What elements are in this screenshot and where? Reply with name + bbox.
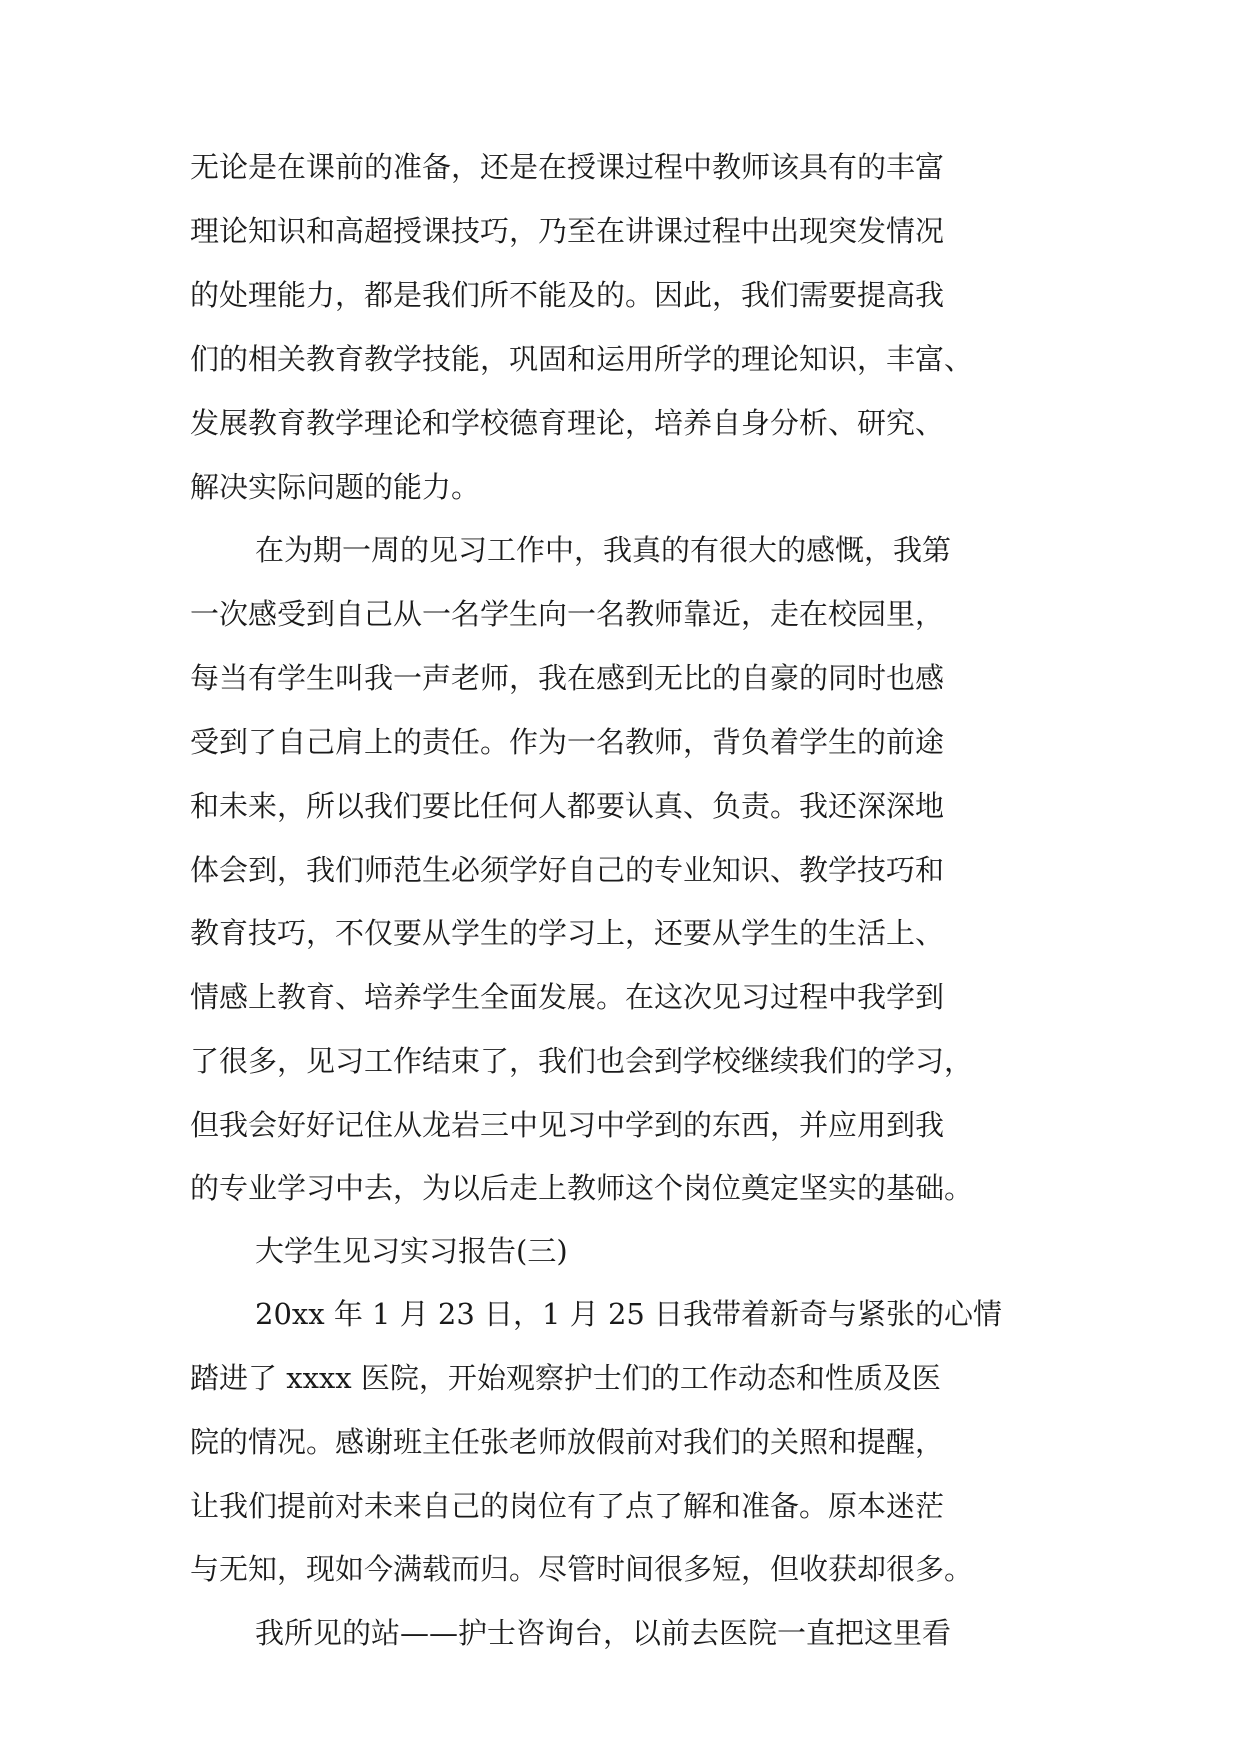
- paragraph-line: 一次感受到自己从一名学生向一名教师靠近，走在校园里，: [190, 597, 945, 631]
- paragraph-line: 但我会好好记住从龙岩三中见习中学到的东西，并应用到我: [190, 1108, 945, 1142]
- paragraph-line: 教育技巧，不仅要从学生的学习上，还要从学生的生活上、: [190, 916, 945, 950]
- paragraph-line: 理论知识和高超授课技巧，乃至在讲课过程中出现突发情况: [190, 214, 945, 248]
- paragraph-line: 与无知，现如今满载而归。尽管时间很多短，但收获却很多。: [190, 1552, 974, 1586]
- paragraph-line: 体会到，我们师范生必须学好自己的专业知识、教学技巧和: [190, 853, 945, 887]
- paragraph-line: 每当有学生叫我一声老师，我在感到无比的自豪的同时也感: [190, 661, 945, 695]
- paragraph-line: 发展教育教学理论和学校德育理论，培养自身分析、研究、: [190, 406, 945, 440]
- paragraph-line: 的处理能力，都是我们所不能及的。因此，我们需要提高我: [190, 278, 945, 312]
- paragraph-line: 和未来，所以我们要比任何人都要认真、负责。我还深深地: [190, 789, 945, 823]
- paragraph-line: 院的情况。感谢班主任张老师放假前对我们的关照和提醒，: [190, 1425, 945, 1459]
- paragraph-line: 踏进了 xxxx 医院，开始观察护士们的工作动态和性质及医: [190, 1361, 941, 1395]
- paragraph-line: 了很多，见习工作结束了，我们也会到学校继续我们的学习，: [190, 1044, 974, 1078]
- section-heading: 大学生见习实习报告(三): [255, 1234, 568, 1268]
- paragraph-line: 受到了自己肩上的责任。作为一名教师，背负着学生的前途: [190, 725, 945, 759]
- paragraph-line: 我所见的站——护士咨询台，以前去医院一直把这里看: [255, 1616, 952, 1650]
- paragraph-line: 让我们提前对未来自己的岗位有了点了解和准备。原本迷茫: [190, 1489, 945, 1523]
- paragraph-line: 在为期一周的见习工作中，我真的有很大的感慨，我第: [255, 533, 952, 567]
- paragraph-line: 情感上教育、培养学生全面发展。在这次见习过程中我学到: [190, 980, 945, 1014]
- paragraph-line: 的专业学习中去，为以后走上教师这个岗位奠定坚实的基础。: [190, 1171, 974, 1205]
- paragraph-line: 们的相关教育教学技能，巩固和运用所学的理论知识，丰富、: [190, 342, 974, 376]
- paragraph-line: 20xx 年 1 月 23 日，1 月 25 日我带着新奇与紧张的心情: [255, 1297, 1003, 1331]
- paragraph-line: 无论是在课前的准备，还是在授课过程中教师该具有的丰富: [190, 150, 945, 184]
- paragraph-line: 解决实际问题的能力。: [190, 470, 481, 504]
